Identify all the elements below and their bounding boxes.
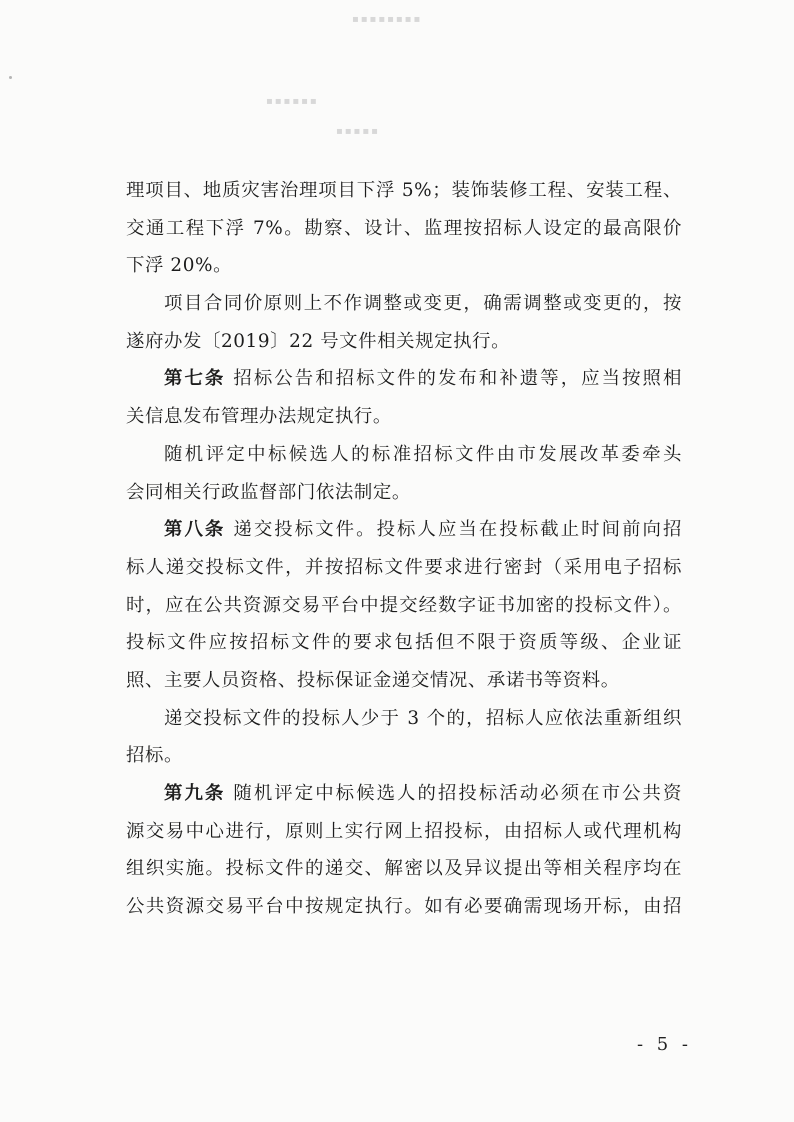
article-7-label: 第七条 <box>164 368 226 390</box>
article-8-line: 照、主要人员资格、投标保证金递交情况、承诺书等资料。 <box>126 669 620 691</box>
body-text <box>126 172 682 926</box>
article-8-text: 递交投标文件。投标人应当在投标截止时间前向招 <box>233 519 682 541</box>
paragraph-rebid-line: 递交投标文件的投标人少于 3 个的，招标人应依法重新组织 <box>164 707 682 729</box>
article-7-text: 招标公告和招标文件的发布和补遗等，应当按照相 <box>233 368 682 390</box>
article-8-line: 标人递交投标文件，并按招标文件要求进行密封（采用电子招标 <box>126 556 682 578</box>
article-8-first-line <box>126 511 682 549</box>
faint-bleed-through-mark: ▪▪▪▪▪▪▪▪ <box>352 14 423 25</box>
text-line: 理项目、地质灾害治理项目下浮 5%；装饰装修工程、安装工程、 <box>126 180 682 201</box>
article-8-line: 投标文件应按招标文件的要求包括但不限于资质等级、企业证 <box>126 632 682 654</box>
article-7-line: 关信息发布管理办法规定执行。 <box>126 406 392 428</box>
article-9-line: 源交易中心进行，原则上实行网上招投标，由招标人或代理机构 <box>126 820 682 842</box>
faint-bleed-through-mark: ▪▪▪▪▪ <box>336 126 380 137</box>
article-8-label: 第八条 <box>164 519 226 541</box>
text-line: 交通工程下浮 7%。勘察、设计、监理按招标人设定的最高限价 <box>126 217 682 239</box>
page-number: - 5 - <box>636 1034 692 1055</box>
article-9-text: 随机评定中标候选人的招投标活动必须在市公共资 <box>233 783 682 804</box>
scan-speck <box>9 76 12 79</box>
article-9-line: 公共资源交易平台中按规定执行。如有必要确需现场开标，由招 <box>126 896 682 918</box>
paragraph-contract-line: 遂府办发〔2019〕22 号文件相关规定执行。 <box>126 330 511 352</box>
article-9-line: 组织实施。投标文件的递交、解密以及异议提出等相关程序均在 <box>126 858 682 880</box>
article-9-label: 第九条 <box>164 783 226 804</box>
paragraph-standard-line: 会同相关行政监督部门依法制定。 <box>126 481 411 503</box>
paragraph-contract-line: 项目合同价原则上不作调整或变更，确需调整或变更的，按 <box>164 293 682 315</box>
paragraph-standard-line: 随机评定中标候选人的标准招标文件由市发展改革委牵头 <box>164 443 682 465</box>
article-8-line: 时，应在公共资源交易平台中提交经数字证书加密的投标文件）。 <box>126 594 682 616</box>
article-7-first-line <box>126 360 682 398</box>
text-line: 下浮 20%。 <box>126 255 233 277</box>
faint-bleed-through-mark: ▪▪▪▪▪▪ <box>266 96 319 107</box>
paragraph-rebid-line: 招标。 <box>126 745 183 767</box>
article-9-first-line <box>126 775 682 813</box>
